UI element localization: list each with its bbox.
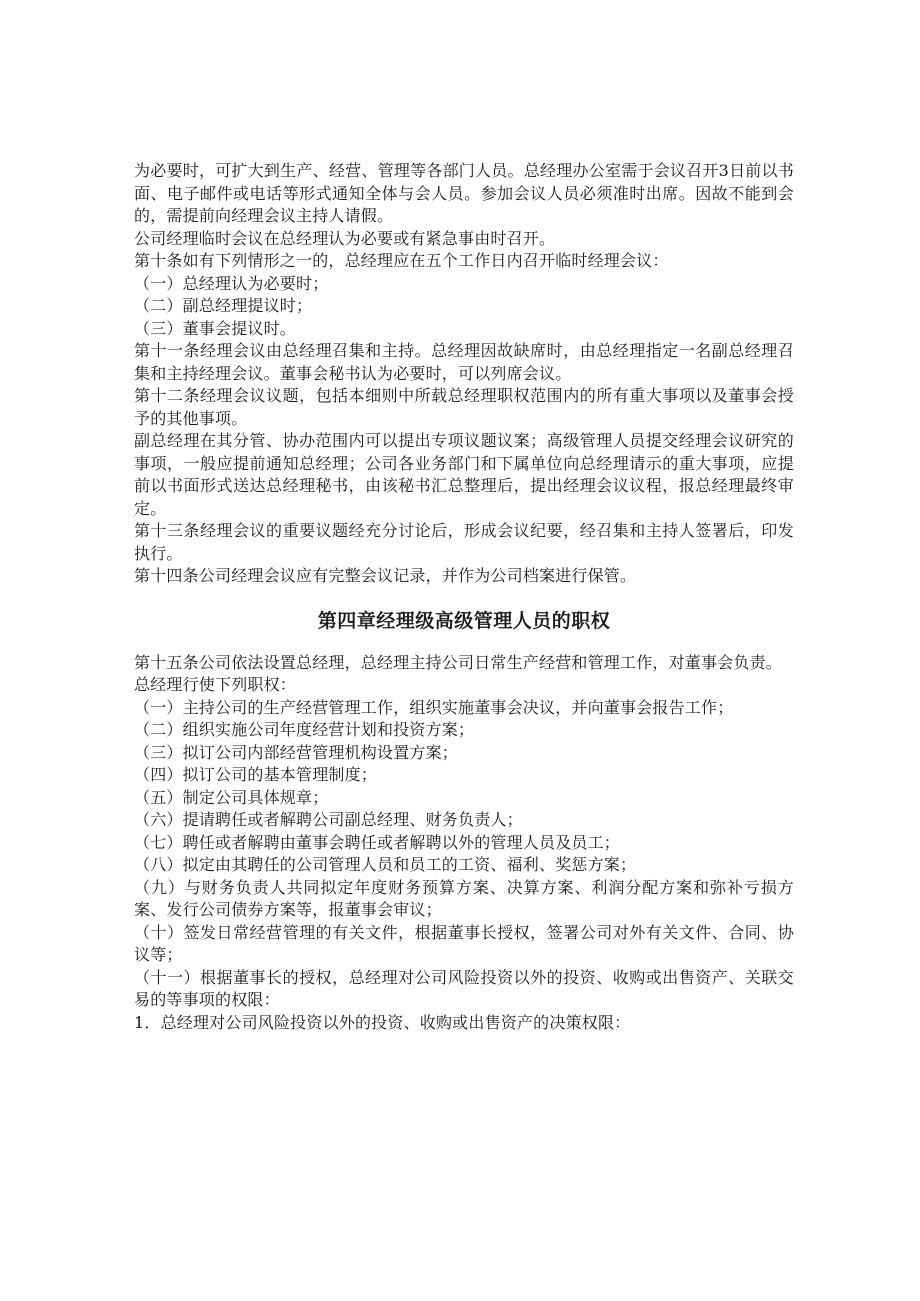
article-11: 第十一条经理会议由总经理召集和主持。总经理因故缺席时，由总经理指定一名副总经理召集和主持经理会议。董事会秘书认为必要时，可以列席会议。 xyxy=(134,341,794,383)
chapter-title: 第四章经理级高级管理人员的职权 xyxy=(317,609,611,632)
article-14: 第十四条公司经理会议应有完整会议记录，并作为公司档案进行保管。 xyxy=(134,566,637,585)
list-item: （二）副总经理提议时； xyxy=(134,296,313,315)
list-item: （五）制定公司具体规章； xyxy=(134,787,329,807)
list-item: 1．总经理对公司风险投资以外的投资、收购或出售资产的决策权限： xyxy=(134,1012,631,1032)
article-13: 第十三条经理会议的重要议题经充分讨论后，形成会议纪要，经召集和主持人签署后，印发执行。 xyxy=(134,521,794,563)
list-item: （七）聘任或者解聘由董事会聘任或者解聘以外的管理人员及员工； xyxy=(134,832,621,852)
list-item: （六）提请聘任或者解聘公司副总经理、财务负责人； xyxy=(134,810,523,829)
list-item: （一）主持公司的生产经营管理工作，组织实施董事会决议，并向董事会报告工作； xyxy=(134,697,734,717)
list-item: （八）拟定由其聘任的公司管理人员和员工的工资、福利、奖惩方案； xyxy=(134,855,637,874)
list-item: （十一）根据董事长的授权，总经理对公司风险投资以外的投资、收购或出售资产、关联交易的等事项的权限： xyxy=(134,967,794,1009)
paragraph: 为必要时，可扩大到生产、经营、管理等各部门人员。总经理办公室需于会议召开3日前以书面、电子邮件或电话等形式通知全体与会人员。参加会议人员必须准时出席。因故不能到会的，需提前向经理会议主持人请假。 xyxy=(134,161,794,225)
paragraph: 总经理行使下列职权： xyxy=(134,675,297,694)
article-15: 第十五条公司依法设置总经理，总经理主持公司日常生产经营和管理工作，对董事会负责。 xyxy=(134,652,783,672)
list-item: （九）与财务负责人共同拟定年度财务预算方案、决算方案、利润分配方案和弥补亏损方案、发行公司债券方案等，报董事会审议； xyxy=(134,877,794,919)
list-item: （三）董事会提议时。 xyxy=(134,318,297,338)
article-10: 第十条如有下列情形之一的，总经理应在五个工作日内召开临时经理会议： xyxy=(134,251,669,270)
document-page xyxy=(134,160,794,1034)
list-item: （二）组织实施公司年度经营计划和投资方案； xyxy=(134,720,475,739)
list-item: （三）拟订公司内部经营管理机构设置方案； xyxy=(134,742,459,762)
list-item: （四）拟订公司的基本管理制度； xyxy=(134,765,378,784)
list-item: （一）总经理认为必要时； xyxy=(134,273,329,293)
list-item: （十）签发日常经营管理的有关文件，根据董事长授权，签署公司对外有关文件、合同、协议等； xyxy=(134,922,794,964)
article-12: 第十二条经理会议议题，包括本细则中所载总经理职权范围内的所有重大事项以及董事会授予的其他事项。 xyxy=(134,386,794,428)
paragraph: 公司经理临时会议在总经理认为必要或有紧急事由时召开。 xyxy=(134,228,556,248)
paragraph: 副总经理在其分管、协办范围内可以提出专项议题议案；高级管理人员提交经理会议研究的事项，一般应提前通知总经理；公司各业务部门和下属单位向总经理请示的重大事项，应提前以书面形式送达总经理秘书，由该秘书汇总整理后，提出经理会议议程，报总经理最终审定。 xyxy=(134,431,794,518)
